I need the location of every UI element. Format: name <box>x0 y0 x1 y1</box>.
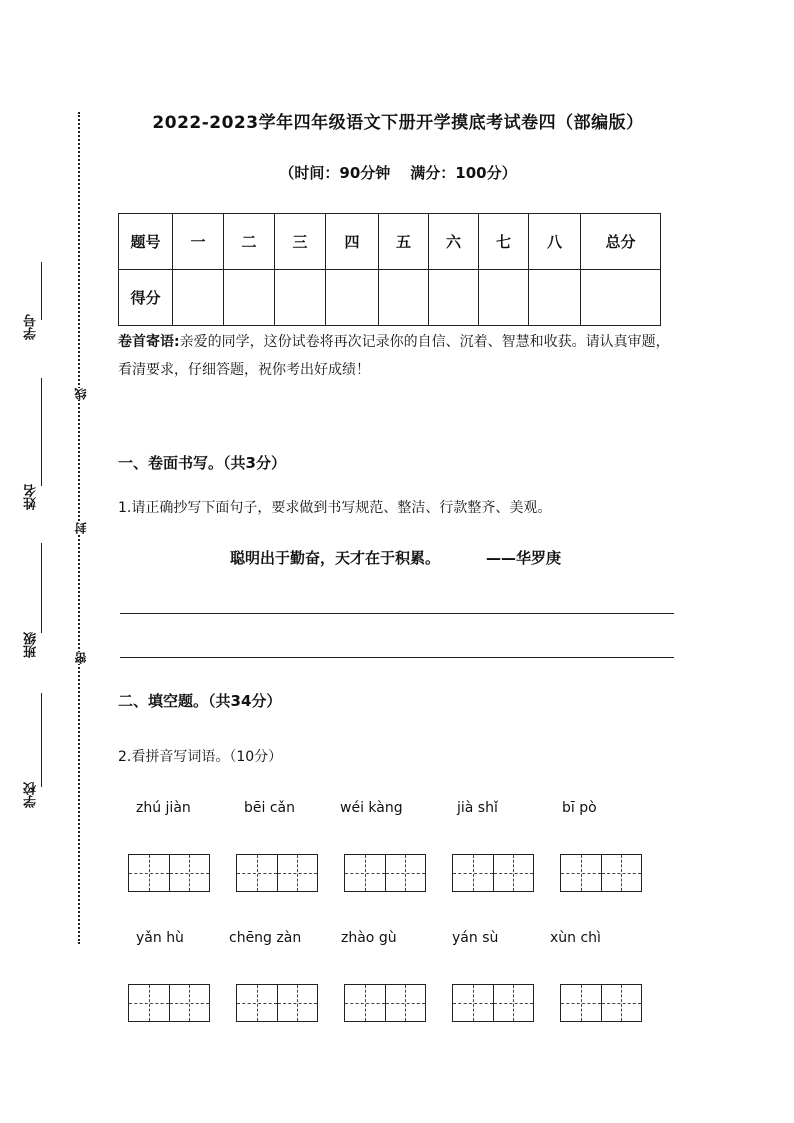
character-cell[interactable] <box>561 855 601 891</box>
character-cell[interactable] <box>453 855 493 891</box>
character-grid-box[interactable] <box>452 984 534 1022</box>
exam-title: 2022-2023学年四年级语文下册开学摸底考试卷四（部编版） <box>152 113 644 133</box>
pinyin-label: bī pò <box>562 800 597 816</box>
student-id-label: 学号 <box>24 314 39 340</box>
quote <box>230 547 561 568</box>
class-label: 班级 <box>24 632 39 658</box>
score-input-cell[interactable] <box>379 270 429 326</box>
seal-dense-char: 密 <box>74 652 88 664</box>
character-cell[interactable] <box>169 985 210 1021</box>
pinyin-label: wéi kàng <box>340 800 403 816</box>
intro-label: 卷首寄语: <box>118 334 180 350</box>
character-cell[interactable] <box>277 985 318 1021</box>
table-cell: 五 <box>379 214 429 270</box>
character-cell[interactable] <box>345 855 385 891</box>
section-1-heading: 一、卷面书写。（共3分） <box>118 454 286 472</box>
character-grid-box[interactable] <box>452 854 534 892</box>
character-cell[interactable] <box>237 985 277 1021</box>
table-cell: 三 <box>275 214 326 270</box>
character-cell[interactable] <box>453 985 493 1021</box>
seal-line-char: 线 <box>74 388 88 400</box>
pinyin-label: zhú jiàn <box>136 800 191 816</box>
score-input-cell[interactable] <box>429 270 479 326</box>
character-grid-box[interactable] <box>560 984 642 1022</box>
exam-time: （时间：90分钟 <box>279 164 391 182</box>
character-cell[interactable] <box>129 985 169 1021</box>
name-label: 姓名 <box>24 484 39 510</box>
question-2: 2.看拼音写词语。（10分） <box>118 749 283 765</box>
pinyin-label: yǎn hù <box>136 930 184 946</box>
question-1: 1.请正确抄写下面句子，要求做到书写规范、整洁、行款整齐、美观。 <box>118 500 552 516</box>
pinyin-label: zhào gù <box>341 930 397 946</box>
character-cell[interactable] <box>561 985 601 1021</box>
score-input-cell[interactable] <box>529 270 581 326</box>
pinyin-label: yán sù <box>452 930 499 946</box>
table-cell: 七 <box>479 214 529 270</box>
quote-text: 聪明出于勤奋，天才在于积累。 <box>230 549 441 567</box>
character-cell[interactable] <box>385 855 426 891</box>
score-input-cell[interactable] <box>581 270 661 326</box>
table-cell: 总分 <box>581 214 661 270</box>
character-cell[interactable] <box>493 985 534 1021</box>
table-cell: 得分 <box>119 270 173 326</box>
score-table <box>118 213 661 326</box>
character-cell[interactable] <box>601 985 642 1021</box>
character-grid-box[interactable] <box>128 984 210 1022</box>
table-cell: 题号 <box>119 214 173 270</box>
character-grid-box[interactable] <box>128 854 210 892</box>
name-underline <box>41 378 42 486</box>
score-input-cell[interactable] <box>173 270 224 326</box>
character-cell[interactable] <box>385 985 426 1021</box>
table-cell: 六 <box>429 214 479 270</box>
pinyin-label: xùn chì <box>550 930 601 946</box>
school-underline <box>41 693 42 787</box>
character-cell[interactable] <box>129 855 169 891</box>
exam-full-score: 满分：100分） <box>410 164 517 182</box>
character-cell[interactable] <box>601 855 642 891</box>
school-label: 学校 <box>24 782 39 808</box>
table-row <box>119 270 661 326</box>
character-grid-box[interactable] <box>236 854 318 892</box>
quote-author: ——华罗庚 <box>486 549 562 567</box>
score-input-cell[interactable] <box>479 270 529 326</box>
character-grid-box[interactable] <box>344 854 426 892</box>
character-cell[interactable] <box>169 855 210 891</box>
table-cell: 四 <box>326 214 379 270</box>
intro-paragraph <box>118 328 678 384</box>
score-input-cell[interactable] <box>224 270 275 326</box>
section-2-heading: 二、填空题。（共34分） <box>118 692 282 710</box>
exam-subtitle <box>118 162 678 183</box>
character-cell[interactable] <box>345 985 385 1021</box>
score-input-cell[interactable] <box>326 270 379 326</box>
character-cell[interactable] <box>277 855 318 891</box>
intro-text: 亲爱的同学，这份试卷将再次记录你的自信、沉着、智慧和收获。请认真审题，看清要求，仔细答题，祝你考出好成绩！ <box>118 334 670 378</box>
writing-line[interactable] <box>120 613 674 614</box>
pinyin-label: bēi cǎn <box>244 800 295 816</box>
writing-line[interactable] <box>120 657 674 658</box>
pinyin-label: chēng zàn <box>229 930 302 946</box>
character-grid-box[interactable] <box>560 854 642 892</box>
character-cell[interactable] <box>237 855 277 891</box>
table-cell: 八 <box>529 214 581 270</box>
seal-seal-char: 封 <box>74 522 88 534</box>
table-cell: 二 <box>224 214 275 270</box>
character-grid-box[interactable] <box>344 984 426 1022</box>
table-cell: 一 <box>173 214 224 270</box>
pinyin-label: jià shǐ <box>457 800 498 816</box>
character-cell[interactable] <box>493 855 534 891</box>
class-underline <box>41 543 42 633</box>
character-grid-box[interactable] <box>236 984 318 1022</box>
table-row <box>119 214 661 270</box>
score-input-cell[interactable] <box>275 270 326 326</box>
